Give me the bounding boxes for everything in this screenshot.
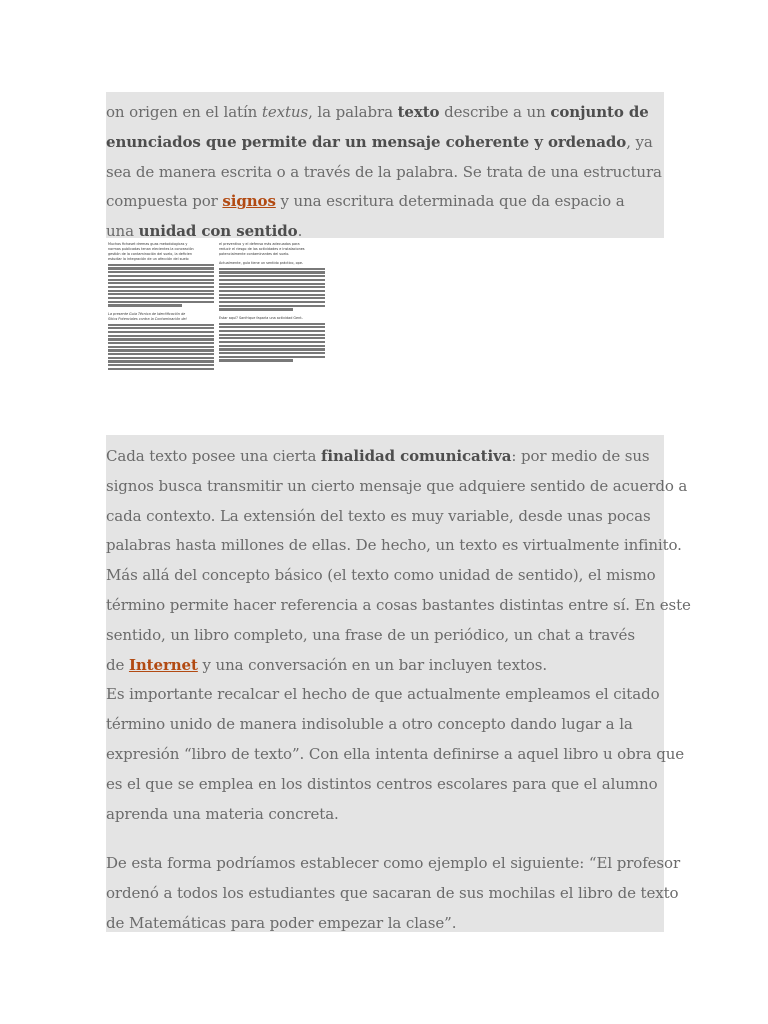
scan-text-bar	[219, 330, 325, 332]
text-line: Es importante recalcar el hecho de que actualmente empleamos el citado	[106, 685, 660, 704]
scan-text-bar	[219, 326, 325, 328]
text-span: .	[297, 222, 303, 241]
scan-text-bar	[108, 267, 214, 269]
scan-text-bar	[219, 294, 325, 296]
scan-text-bar	[108, 342, 214, 344]
scan-text-bar	[108, 297, 214, 299]
text-line: expresión “libro de texto”. Con ella intenta definirse a aquel libro u obra que	[106, 744, 685, 763]
scan-text-bar	[108, 331, 214, 333]
scan-text-line: gestión de la contaminación del suelo, la deficien	[108, 252, 193, 257]
main-paragraph-block	[106, 435, 691, 932]
scan-text-bar	[108, 364, 214, 366]
scan-text-bar	[219, 334, 325, 336]
scan-text-bar	[108, 324, 214, 326]
scan-text-bar	[219, 341, 325, 343]
scan-text-bar	[219, 305, 325, 307]
text-span: on origen en el latín	[106, 103, 262, 121]
scan-text-bar	[219, 283, 325, 285]
scan-text-bar	[108, 279, 214, 281]
scan-text-line: Actualmente, guía tiene un sentido práctico, ope-	[219, 261, 304, 266]
scan-text-bar	[108, 264, 214, 266]
bold-term: conjunto de	[550, 103, 649, 121]
text-span: , la palabra	[308, 103, 398, 121]
main-paragraph	[106, 442, 691, 939]
scan-text-line: Muchos fichaset dremas guas metodologicas y	[108, 242, 188, 246]
scan-text-bar	[108, 357, 214, 359]
text-span: una	[106, 222, 139, 241]
text-line	[106, 98, 664, 128]
internet-link[interactable]: Internet	[128, 655, 198, 674]
text-line: aprenda una materia concreta.	[106, 804, 339, 823]
scan-column-left	[108, 242, 214, 372]
scan-text-line: el preventivo y el defensa más adecuados para	[219, 242, 300, 246]
text-line: de Matemáticas para poder empezar la clase”.	[106, 913, 457, 932]
scan-text-bar	[219, 359, 293, 361]
scan-text-bar	[108, 346, 214, 348]
scan-text-bar	[108, 360, 214, 362]
bold-term: finalidad comunicativa	[321, 447, 512, 465]
text-line: cada contexto. La extensión del texto es muy variable, desde unas pocas	[106, 506, 651, 525]
text-line: término permite hacer referencia a cosas bastantes distintas entre sí. En este	[106, 595, 691, 614]
scan-text-line: normas publicadas tenan elecientes la conceación	[108, 247, 194, 252]
scan-text-bar	[219, 337, 325, 339]
bold-term: unidad con sentido	[138, 222, 298, 241]
scan-text-bar	[219, 323, 325, 325]
scan-text-bar	[219, 290, 325, 292]
text-line: término unido de manera indisoluble a otro concepto dando lugar a la	[106, 715, 633, 734]
scan-text-bar	[219, 308, 293, 310]
text-line: palabras hasta millones de ellas. De hecho, un texto es virtualmente infinito.	[106, 536, 682, 555]
text-span: Cada texto posee una cierta	[106, 447, 321, 465]
scan-text-line: La presente Guía Técnica de Identificación de	[108, 312, 186, 317]
scan-text-bar	[108, 353, 214, 355]
scan-text-bar	[108, 304, 182, 306]
text-line: sentido, un libro completo, una frase de un periódico, un chat a través	[106, 625, 635, 644]
scan-text-line: reducir el riesgo de las actividades e instalaciones	[219, 247, 305, 252]
scan-text-bar	[108, 293, 214, 295]
text-span: , ya	[626, 132, 653, 151]
scan-text-bar	[219, 275, 325, 277]
scan-text-bar	[108, 290, 214, 292]
scan-text-line: estudiar la integración de un afección del suelo	[108, 257, 189, 262]
italic-term: textus	[261, 103, 309, 121]
text-span: y una escritura determinada que da espacio a	[275, 192, 625, 211]
scan-text-bar	[219, 271, 325, 273]
scan-text-bar	[219, 301, 325, 303]
scan-text-bar	[108, 368, 214, 370]
text-line	[106, 128, 664, 158]
scan-text-bar	[108, 301, 214, 303]
text-line	[106, 187, 664, 217]
text-span: compuesta por	[106, 192, 223, 211]
text-span: y una conversación en un bar incluyen textos.	[197, 655, 548, 674]
bold-term: texto	[397, 103, 440, 121]
text-line: ordenó a todos los estudiantes que sacaran de sus mochilas el libro de texto	[106, 884, 679, 903]
scan-text-bar	[219, 297, 325, 299]
signos-link[interactable]: signos	[222, 192, 276, 211]
intro-paragraph-block	[106, 92, 664, 241]
scan-text-bar	[108, 335, 214, 337]
scanned-document-image	[106, 240, 328, 435]
scan-text-bar	[108, 349, 214, 351]
text-line: De esta forma podríamos establecer como ejemplo el siguiente: “El profesor	[106, 854, 681, 873]
scan-text-bar	[219, 279, 325, 281]
text-span: describe a un	[439, 103, 551, 121]
scan-text-bar	[108, 338, 214, 340]
text-line	[106, 651, 664, 681]
text-span: de	[106, 655, 129, 674]
scan-text-bar	[219, 356, 325, 358]
text-line: es el que se emplea en los distintos centros escolares para que el alumno	[106, 774, 658, 793]
scan-text-bar	[108, 286, 214, 288]
scan-text-bar	[108, 271, 214, 273]
scan-column-right	[219, 242, 325, 363]
scan-text-bar	[219, 268, 325, 270]
text-line	[106, 442, 664, 472]
text-span: : por medio de sus	[511, 447, 650, 465]
text-line: Más allá del concepto básico (el texto como unidad de sentido), el mismo	[106, 566, 656, 585]
text-line: signos busca transmitir un cierto mensaje que adquiere sentido de acuerdo a	[106, 476, 688, 495]
scan-text-bar	[108, 282, 214, 284]
bold-term: enunciados que permite dar un mensaje coherente y ordenado	[106, 132, 627, 151]
text-line: sea de manera escrita o a través de la palabra. Se trata de una estructura	[106, 162, 662, 181]
scan-text-line: Estar aquí? Sanfrique faparla una actividad Gent-	[219, 316, 303, 321]
scan-text-bar	[108, 275, 214, 277]
intro-paragraph	[106, 98, 664, 247]
scan-text-bar	[219, 286, 325, 288]
scan-text-bar	[219, 345, 325, 347]
scan-text-bar	[219, 352, 325, 354]
scan-text-bar	[108, 327, 214, 329]
scan-text-line: potencialmente contaminantes del suelo.	[219, 252, 290, 257]
scan-text-bar	[219, 348, 325, 350]
scan-text-line: Sitios Potenciales contra la Contaminación del	[108, 317, 187, 322]
